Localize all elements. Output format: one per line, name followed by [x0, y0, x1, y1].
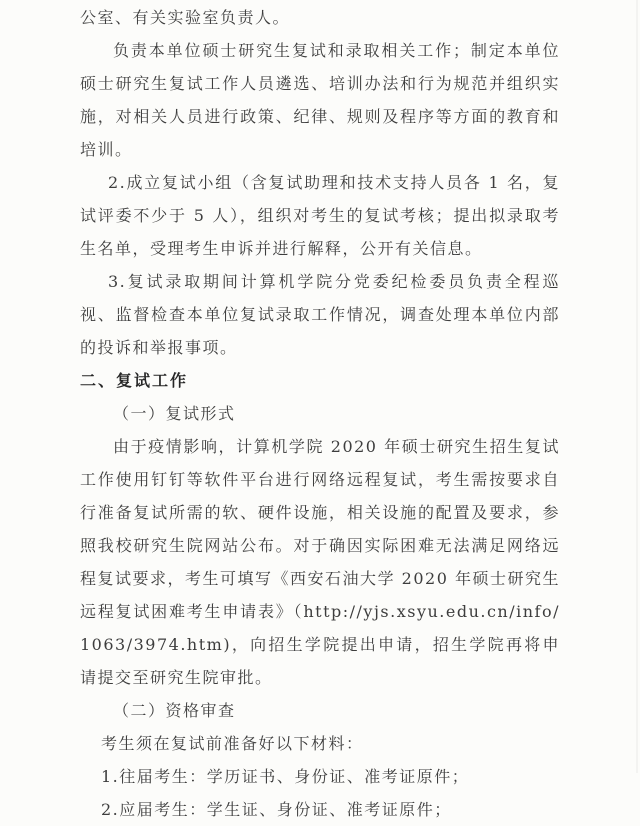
- paragraph-duties: 负责本单位硕士研究生复试和录取相关工作；制定本单位硕士研究生复试工作人员遴选、培训办法和行为规范并组织实施，对相关人员进行政策、纪律、规则及程序等方面的教育和培训。: [80, 41, 560, 159]
- scan-edge-shadow: [636, 0, 638, 773]
- paragraph-remote-review: 由于疫情影响，计算机学院 2020 年硕士研究生招生复试工作使用钉钉等软件平台进行网络远程复试，考生需按要求自行准备复试所需的软、硬件设施，相关设施的配置及要求，参照我校研究生院网站公布。对于确因实际困难无法满足网络远程复试要求，考生可填写《西安石油大学 2020 年硕士研究生远程复试困难考生申请表》（http://yjs.xsyu.edu.cn/info/1063/3974.htm)，向招生学院提出申请，招生学院再将申请提交至研究生院审批。: [80, 437, 560, 687]
- list-item-2-current-grads: 2.应届考生：学生证、身份证、准考证原件；: [101, 800, 452, 819]
- paragraph-carryover: 公室、有关实验室负责人。: [80, 8, 291, 27]
- numbered-item-2-review-group: 2.成立复试小组（含复试助理和技术支持人员各 1 名，复试评委不少于 5 人），组织对考生的复试考核；提出拟录取考生名单，受理考生申诉并进行解释，公开有关信息。: [80, 173, 560, 258]
- section-heading-review-work: 二、复试工作: [80, 371, 189, 390]
- numbered-item-3-supervision: 3.复试录取期间计算机学院分党委纪检委员负责全程巡视、监督检查本单位复试录取工作情况，调查处理本单位内部的投诉和举报事项。: [80, 272, 560, 357]
- paragraph-materials-intro: 考生须在复试前准备好以下材料：: [101, 734, 364, 753]
- subsection-2-qualification: （二）资格审查: [113, 701, 236, 720]
- subsection-1-review-format: （一）复试形式: [113, 404, 236, 423]
- list-item-1-previous-grads: 1.往届考生：学历证书、身份证、准考证原件；: [101, 767, 470, 786]
